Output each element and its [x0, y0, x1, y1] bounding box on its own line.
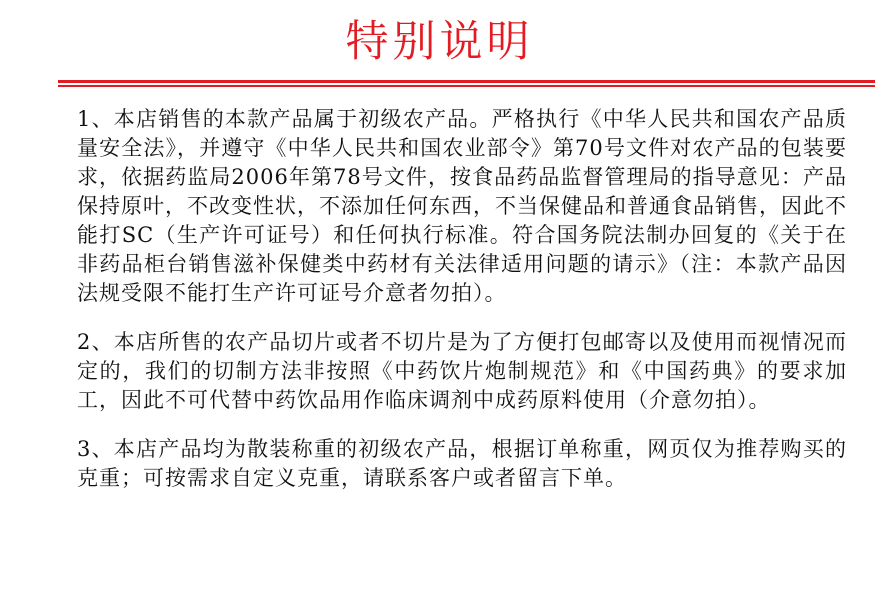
title-divider-bottom [58, 85, 875, 87]
notice-paragraph-2: 2、本店所售的农产品切片或者不切片是为了方便打包邮寄以及使用而视情况而定的，我们的切制方法非按照《中药饮片炮制规范》和《中国药典》的要求加工，因此不可代替中药饮品用作临床调剂中成药原料使用（介意勿拍）。 [77, 330, 847, 412]
notice-paragraph-3: 3、本店产品均为散装称重的初级农产品，根据订单称重，网页仅为推荐购买的克重；可按需求自定义克重，请联系客户或者留言下单。 [77, 437, 847, 490]
notice-paragraph-1: 1、本店销售的本款产品属于初级农产品。严格执行《中华人民共和国农产品质量安全法》，并遵守《中华人民共和国农业部令》第70号文件对农产品的包装要求，依据药监局2006年第78号文件，按食品药品监督管理局的指导意见：产品保持原叶，不改变性状，不添加任何东西，不当保健品和普通食品销售，因此不能打SC（生产许可证号）和任何执行标准。符合国务院法制办回复的《关于在非药品柜台销售滋补保健类中药材有关法律适用问题的请示》（注：本款产品因法规受限不能打生产许可证号介意者勿拍）。 [77, 107, 847, 305]
page-title: 特别说明 [345, 17, 534, 67]
notice-content [77, 105, 847, 513]
title-divider-top [58, 80, 875, 83]
